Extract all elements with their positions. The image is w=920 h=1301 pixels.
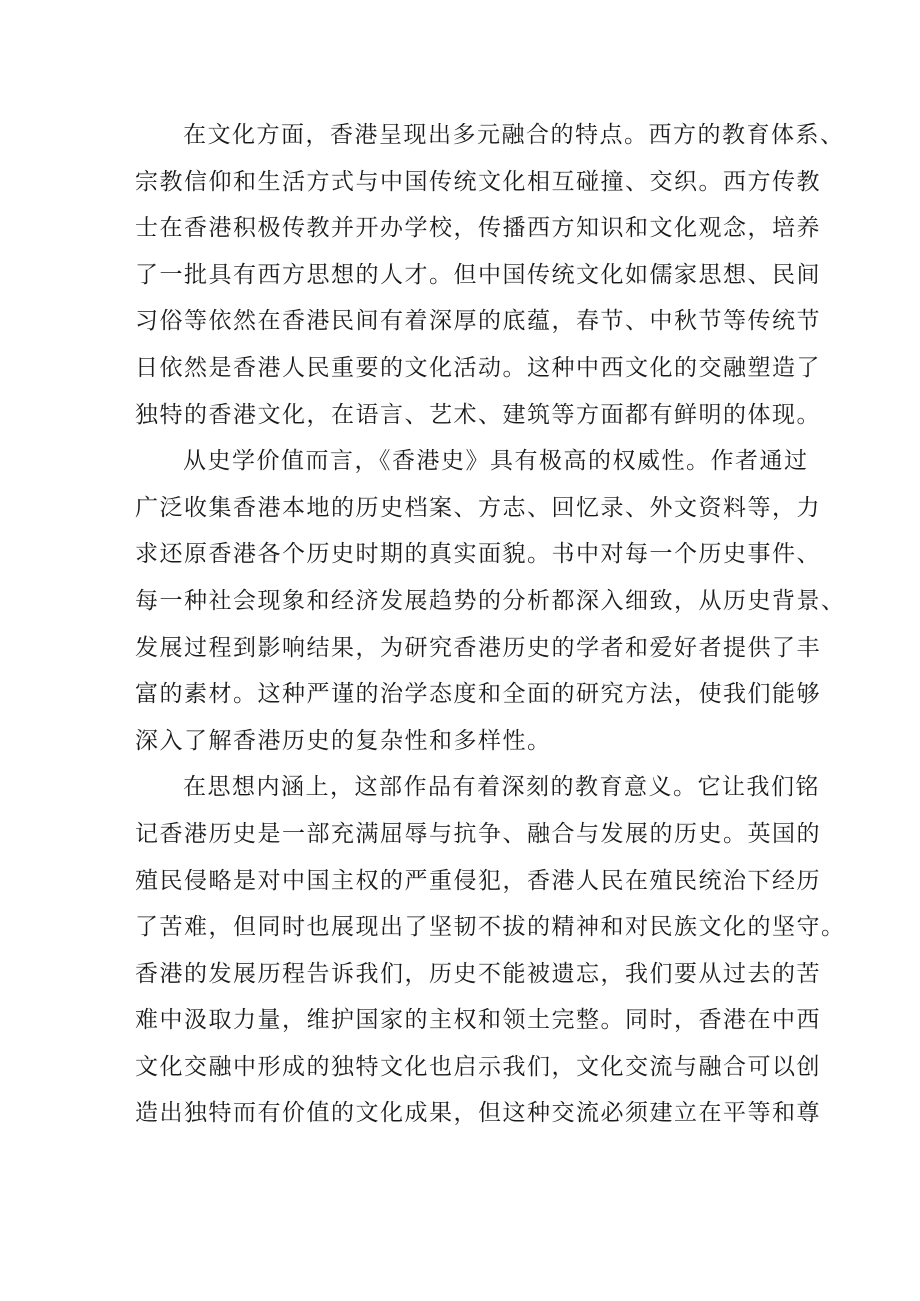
text-line: 在思想内涵上，这部作品有着深刻的教育意义。它让我们铭 (183, 774, 820, 801)
text-line: 造出独特而有价值的文化成果，但这种交流必须建立在平等和尊 (135, 1100, 821, 1127)
text-line: 每一种社会现象和经济发展趋势的分析都深入细致，从历史背景、 (135, 587, 846, 614)
text-line: 日依然是香港人民重要的文化活动。这种中西文化的交融塑造了 (135, 354, 821, 381)
paragraph-culture (135, 112, 845, 438)
text-line: 发展过程到影响结果，为研究香港历史的学者和爱好者提供了丰 (135, 634, 821, 661)
text-line: 了一批具有西方思想的人才。但中国传统文化如儒家思想、民间 (135, 261, 821, 288)
paragraph-ideology (135, 764, 846, 1137)
text-line: 独特的香港文化，在语言、艺术、建筑等方面都有鲜明的体现。 (135, 401, 821, 428)
body-text (135, 112, 846, 1137)
text-line: 富的素材。这种严谨的治学态度和全面的研究方法，使我们能够 (135, 681, 821, 708)
text-line: 了苦难，但同时也展现出了坚韧不拔的精神和对民族文化的坚守。 (135, 914, 846, 941)
text-line: 士在香港积极传教并开办学校，传播西方知识和文化观念，培养 (135, 215, 821, 242)
text-line: 广泛收集香港本地的历史档案、方志、回忆录、外文资料等，力 (135, 494, 821, 521)
text-line: 深入了解香港历史的复杂性和多样性。 (135, 727, 552, 754)
text-line: 记香港历史是一部充满屈辱与抗争、融合与发展的历史。英国的 (135, 820, 821, 847)
paragraph-historiography (135, 438, 846, 764)
text-line: 难中汲取力量，维护国家的主权和领土完整。同时，香港在中西 (135, 1007, 821, 1034)
text-line: 从史学价值而言，《香港史》具有极高的权威性。作者通过 (183, 448, 809, 475)
text-line: 宗教信仰和生活方式与中国传统文化相互碰撞、交织。西方传教 (135, 168, 821, 195)
text-line: 香港的发展历程告诉我们，历史不能被遗忘，我们要从过去的苦 (135, 960, 821, 987)
text-line: 习俗等依然在香港民间有着深厚的底蕴，春节、中秋节等传统节 (135, 308, 821, 335)
text-line: 文化交融中形成的独特文化也启示我们，文化交流与融合可以创 (135, 1053, 821, 1080)
text-line: 在文化方面，香港呈现出多元融合的特点。西方的教育体系、 (183, 122, 845, 148)
text-line: 求还原香港各个历史时期的真实面貌。书中对每一个历史事件、 (135, 541, 821, 568)
text-line: 殖民侵略是对中国主权的严重侵犯，香港人民在殖民统治下经历 (135, 867, 821, 894)
